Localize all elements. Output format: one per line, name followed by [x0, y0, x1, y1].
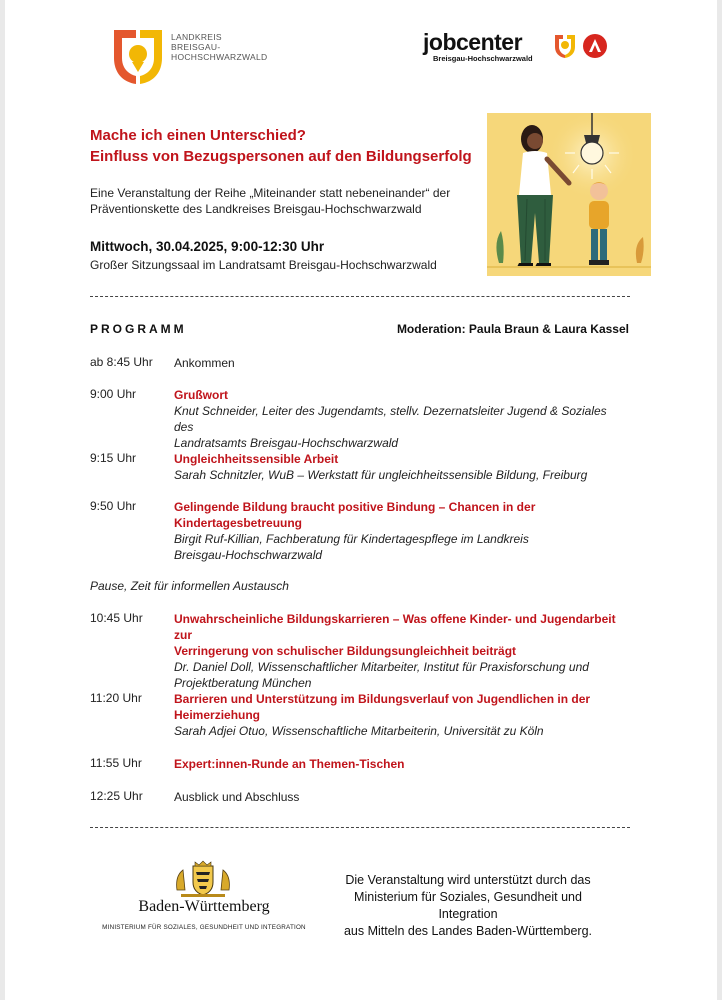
event-title-line-2: Einfluss von Bezugspersonen auf den Bildungserfolg: [90, 148, 472, 165]
item-7-title: Expert:innen-Runde an Themen-Tischen: [174, 757, 405, 771]
item-1-text: Ankommen: [174, 356, 235, 370]
event-intro: [90, 185, 480, 217]
item-3-speaker-line-1: Sarah Schnitzler, WuB – Werkstatt für ungleichheitssensible Bildung, Freiburg: [174, 468, 588, 482]
landkreis-line-2: BREISGAU-: [171, 42, 221, 52]
time-item-7: 11:55 Uhr: [90, 756, 142, 770]
item-8-text: Ausblick und Abschluss: [174, 790, 300, 804]
illustration-woman-child-lightbulb: [487, 113, 651, 276]
moderation-info: Moderation: Paula Braun & Laura Kassel: [396, 322, 629, 336]
pause-note: Pause, Zeit für informellen Austausch: [90, 579, 289, 593]
item-5-speaker-line-1: Dr. Daniel Doll, Wissenschaftlicher Mitarbeiter, Institut für Praxisforschung und: [174, 660, 589, 674]
event-intro-line-1: Eine Veranstaltung der Reihe „Miteinander statt nebeneinander“ der: [90, 186, 451, 200]
programme-item-8: [174, 789, 629, 805]
item-4-title-line-1: Gelingende Bildung braucht positive Bindung – Chancen in der: [174, 500, 536, 514]
item-2-title: Grußwort: [174, 388, 228, 402]
item-5-title-line-2: Verringerung von schulischer Bildungsungleichheit beiträgt: [174, 644, 517, 658]
baden-wuerttemberg-wordmark: Baden-Württemberg: [138, 898, 270, 915]
time-item-4: 9:50 Uhr: [90, 499, 137, 513]
support-line-3: aus Mitteln des Landes Baden-Württemberg.: [343, 924, 593, 938]
time-item-5: 10:45 Uhr: [90, 611, 143, 625]
item-3-title: Ungleichheitssensible Arbeit: [174, 452, 339, 466]
event-title-line-1: Mache ich einen Unterschied?: [90, 127, 306, 144]
programme-item-6: [174, 691, 629, 739]
divider-bottom: [90, 827, 630, 828]
programme-item-1: [174, 355, 629, 371]
time-item-2: 9:00 Uhr: [90, 387, 137, 401]
landkreis-logo-text: [171, 32, 267, 62]
programme-heading: PROGRAMM: [90, 322, 187, 336]
ministry-name: MINISTERIUM FÜR SOZIALES, GESUNDHEIT UND INTEGRATION: [102, 924, 306, 931]
landkreis-line-1: LANDKREIS: [171, 32, 222, 42]
item-2-speaker-line-1: Knut Schneider, Leiter des Jugendamts, stellv. Dezernatsleiter Jugend & Soziales des: [174, 404, 607, 434]
jobcenter-emblem-icon: [553, 33, 609, 59]
divider-top: [90, 296, 630, 297]
flyer-page: [5, 0, 717, 1000]
event-title: [90, 125, 472, 167]
item-6-speaker-line-1: Sarah Adjei Otuo, Wissenschaftliche Mitarbeiterin, Universität zu Köln: [174, 724, 544, 738]
support-statement: [323, 872, 613, 940]
programme-item-3: [174, 451, 629, 483]
event-date: Mittwoch, 30.04.2025, 9:00-12:30 Uhr: [90, 239, 325, 254]
event-intro-line-2: Präventionskette des Landkreises Breisgau-Hochschwarzwald: [90, 202, 422, 216]
item-6-title-line-2: Heimerziehung: [174, 708, 261, 722]
time-item-3: 9:15 Uhr: [90, 451, 137, 465]
programme-item-2: [174, 387, 629, 451]
programme-item-7: [174, 756, 629, 772]
support-line-1: Die Veranstaltung wird unterstützt durch das: [345, 873, 591, 887]
event-venue: Großer Sitzungssaal im Landratsamt Breisgau-Hochschwarzwald: [90, 258, 437, 272]
item-4-speaker-line-2: Breisgau-Hochschwarzwald: [174, 548, 323, 562]
time-item-8: 12:25 Uhr: [90, 789, 143, 803]
support-line-2: Ministerium für Soziales, Gesundheit und Integration: [354, 890, 582, 921]
jobcenter-logo-sub: Breisgau-Hochschwarzwald: [433, 54, 533, 63]
item-4-speaker-line-1: Birgit Ruf-Killian, Fachberatung für Kindertagespflege im Landkreis: [174, 532, 529, 546]
baden-wuerttemberg-crest-icon: [171, 860, 235, 898]
programme-item-4: [174, 499, 629, 563]
item-2-speaker-line-2: Landratsamts Breisgau-Hochschwarzwald: [174, 436, 399, 450]
time-item-6: 11:20 Uhr: [90, 691, 142, 705]
item-6-title-line-1: Barrieren und Unterstützung im Bildungsverlauf von Jugendlichen in der: [174, 692, 591, 706]
landkreis-line-3: HOCHSCHWARZWALD: [171, 52, 268, 62]
time-item-1: ab 8:45 Uhr: [90, 355, 153, 369]
item-5-speaker-line-2: Projektberatung München: [174, 676, 312, 690]
programme-item-5: [174, 611, 629, 691]
item-4-title-line-2: Kindertagesbetreuung: [174, 516, 303, 530]
jobcenter-logo-word: jobcenter: [423, 29, 523, 55]
item-5-title-line-1: Unwahrscheinliche Bildungskarrieren – Was offene Kinder- und Jugendarbeit zur: [174, 612, 616, 642]
